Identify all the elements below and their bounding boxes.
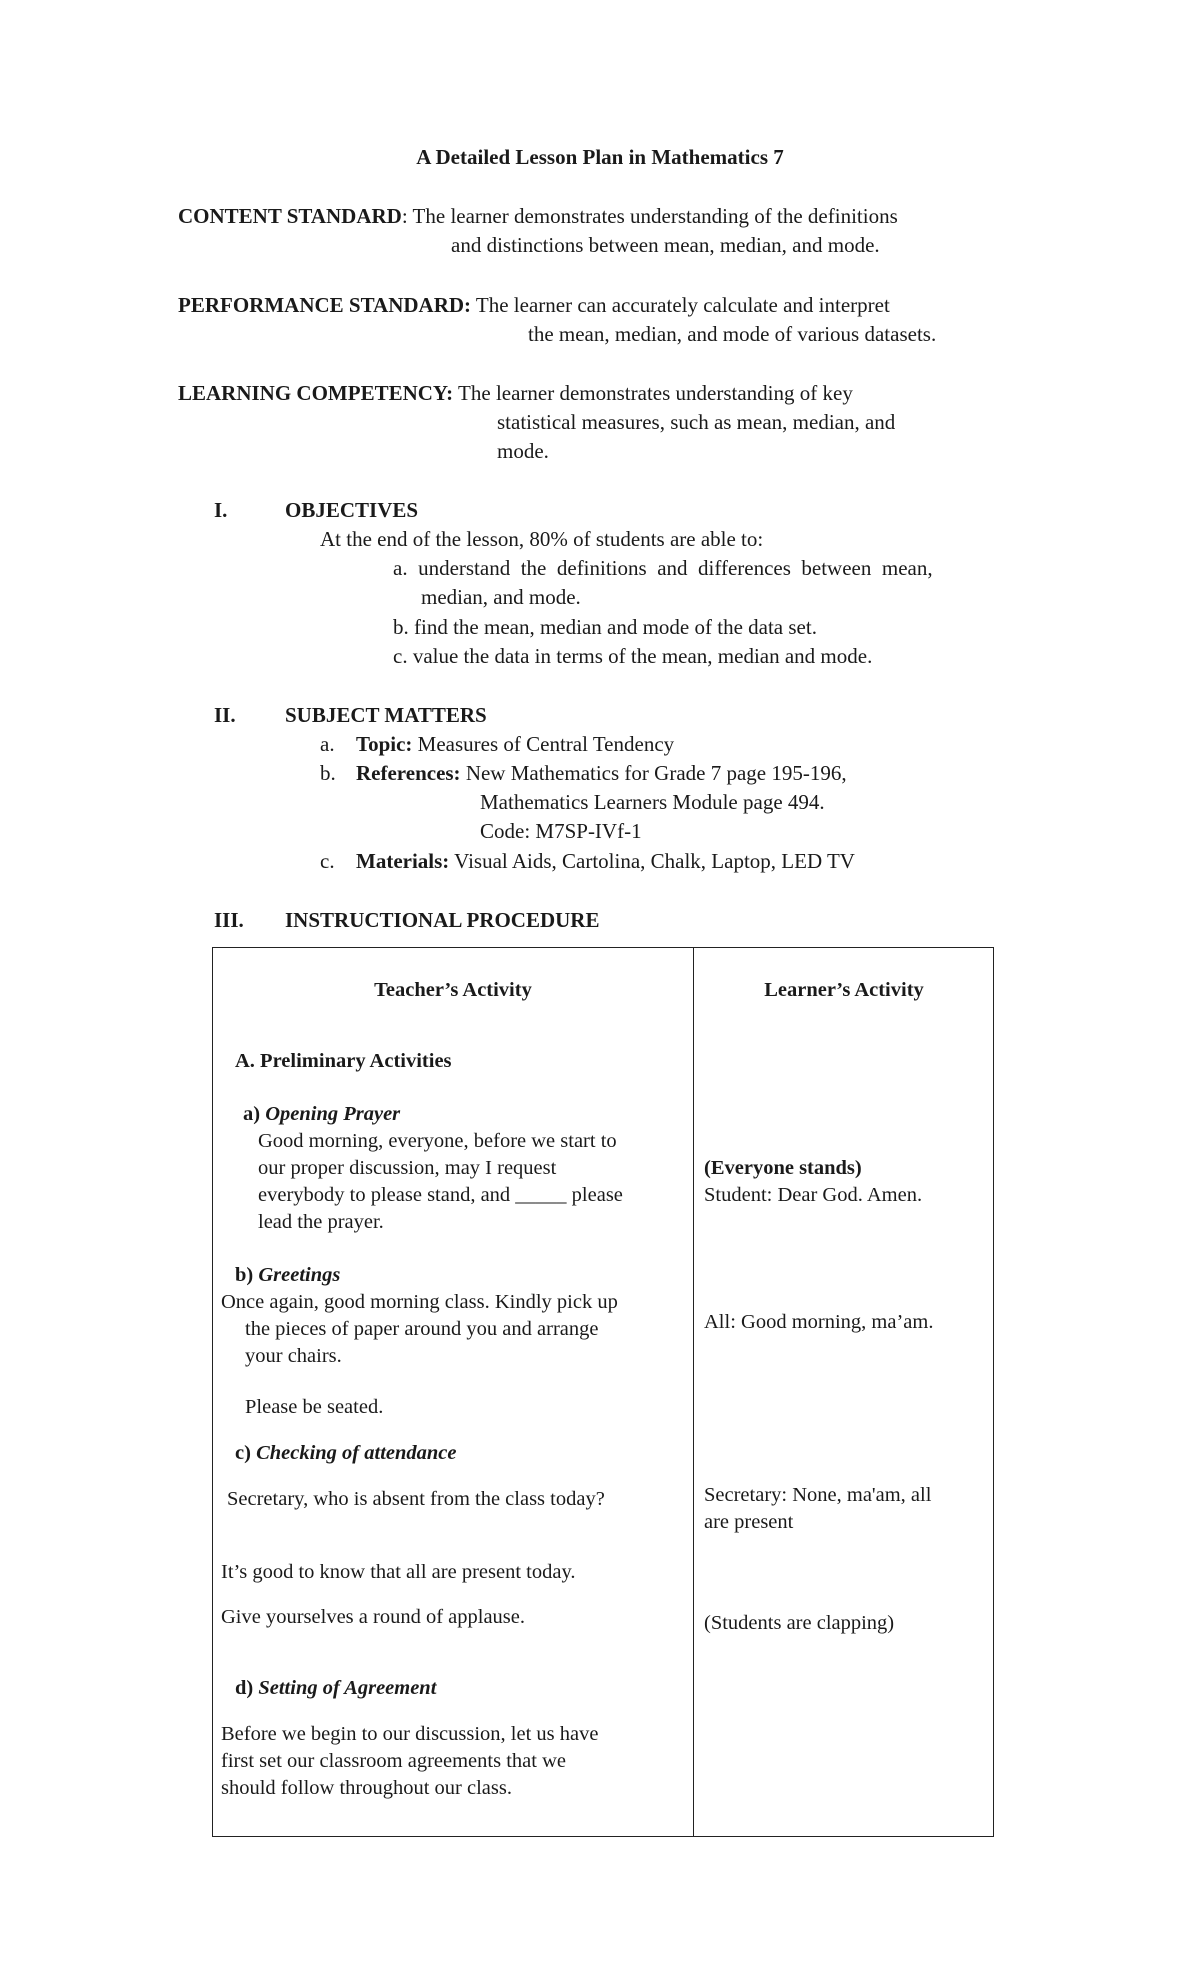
- objectives-heading: OBJECTIVES: [285, 498, 419, 522]
- content-standard-line2: and distinctions between mean, median, and mode.: [451, 233, 880, 257]
- content-standard-line1: The learner demonstrates understanding of the definitions: [407, 204, 898, 228]
- opening-prayer-line2: our proper discussion, may I request: [258, 1157, 557, 1179]
- topic-label: Topic:: [356, 732, 413, 756]
- agreement-title: Setting of Agreement: [258, 1677, 437, 1699]
- content-standard: [178, 202, 898, 231]
- subject-matters-numeral: II.: [214, 703, 236, 727]
- greetings-heading: [235, 1261, 340, 1290]
- greetings-title: Greetings: [258, 1264, 341, 1286]
- attendance-heading: [235, 1439, 457, 1468]
- objective-a-line2: median, and mode.: [421, 585, 581, 609]
- topic-letter: a.: [320, 732, 335, 756]
- greetings-letter: b): [235, 1264, 254, 1286]
- greetings-line1: Once again, good morning class. Kindly pick up: [221, 1291, 618, 1313]
- learner-clapping: (Students are clapping): [704, 1612, 895, 1634]
- learner-activity-header: Learner’s Activity: [764, 979, 924, 1001]
- procedure-heading: INSTRUCTIONAL PROCEDURE: [285, 908, 600, 932]
- greetings-line3: your chairs.: [245, 1345, 342, 1367]
- topic: [356, 730, 674, 759]
- agreement-line1: Before we begin to our discussion, let us have: [221, 1723, 599, 1745]
- references-line1: New Mathematics for Grade 7 page 195-196,: [460, 761, 847, 785]
- opening-prayer-line1: Good morning, everyone, before we start to: [258, 1130, 617, 1152]
- references-line2: Mathematics Learners Module page 494.: [480, 790, 825, 814]
- objective-b: b. find the mean, median and mode of the data set.: [393, 615, 817, 639]
- references-label: References:: [356, 761, 461, 785]
- learning-competency-line2: statistical measures, such as mean, median, and: [497, 410, 896, 434]
- learner-stands: (Everyone stands): [704, 1157, 862, 1179]
- attendance-letter: c): [235, 1442, 251, 1464]
- learning-competency-line3: mode.: [497, 439, 549, 463]
- materials-letter: c.: [320, 849, 335, 873]
- learner-secretary-line1: Secretary: None, ma'am, all: [704, 1484, 932, 1506]
- materials-value: Visual Aids, Cartolina, Chalk, Laptop, LED TV: [449, 849, 855, 873]
- preliminary-activities: A. Preliminary Activities: [235, 1050, 452, 1072]
- learner-activity-column: [694, 948, 994, 1837]
- topic-value: Measures of Central Tendency: [412, 732, 675, 756]
- procedure-numeral: III.: [214, 908, 244, 932]
- agreement-letter: d): [235, 1677, 254, 1699]
- attendance-title: Checking of attendance: [256, 1442, 457, 1464]
- learner-secretary-line2: are present: [704, 1511, 794, 1533]
- opening-prayer-line3: everybody to please stand, and _____ please: [258, 1184, 623, 1206]
- subject-matters-heading: SUBJECT MATTERS: [285, 703, 487, 727]
- materials: [356, 847, 855, 876]
- references-line3: Code: M7SP-IVf-1: [480, 819, 642, 843]
- attendance-line3: Give yourselves a round of applause.: [221, 1606, 525, 1628]
- opening-prayer-line4: lead the prayer.: [258, 1211, 384, 1233]
- learner-amen: Student: Dear God. Amen.: [704, 1184, 923, 1206]
- performance-standard: [178, 291, 890, 320]
- objectives-numeral: I.: [214, 498, 228, 522]
- performance-standard-line1: The learner can accurately calculate and interpret: [471, 293, 890, 317]
- teacher-activity-header: Teacher’s Activity: [374, 979, 532, 1001]
- learning-competency-label: LEARNING COMPETENCY:: [178, 381, 454, 405]
- content-standard-sep: :: [401, 204, 408, 228]
- agreement-line3: should follow throughout our class.: [221, 1777, 512, 1799]
- content-standard-label: CONTENT STANDARD: [178, 204, 402, 228]
- opening-prayer-heading: [243, 1100, 400, 1129]
- document-title: A Detailed Lesson Plan in Mathematics 7: [416, 145, 784, 169]
- references: [356, 759, 847, 788]
- references-letter: b.: [320, 761, 336, 785]
- performance-standard-line2: the mean, median, and mode of various datasets.: [528, 322, 937, 346]
- opening-prayer-letter: a): [243, 1103, 261, 1125]
- attendance-line1: Secretary, who is absent from the class today?: [227, 1488, 605, 1510]
- objective-c: c. value the data in terms of the mean, median and mode.: [393, 644, 873, 668]
- objectives-intro: At the end of the lesson, 80% of students are able to:: [320, 527, 764, 551]
- greetings-line2: the pieces of paper around you and arrange: [245, 1318, 599, 1340]
- opening-prayer-title: Opening Prayer: [265, 1103, 401, 1125]
- learning-competency: [178, 379, 853, 408]
- teacher-activity-column: [213, 948, 694, 1837]
- procedure-table: [212, 947, 994, 1837]
- agreement-line2: first set our classroom agreements that we: [221, 1750, 566, 1772]
- materials-label: Materials:: [356, 849, 450, 873]
- agreement-heading: [235, 1674, 436, 1703]
- attendance-line2: It’s good to know that all are present today.: [221, 1561, 576, 1583]
- performance-standard-label: PERFORMANCE STANDARD:: [178, 293, 472, 317]
- learner-greeting: All: Good morning, ma’am.: [704, 1311, 934, 1333]
- learning-competency-line1: The learner demonstrates understanding of key: [453, 381, 853, 405]
- greetings-line4: Please be seated.: [245, 1396, 384, 1418]
- objective-a-line1: a. understand the definitions and differences between mean,: [393, 556, 933, 580]
